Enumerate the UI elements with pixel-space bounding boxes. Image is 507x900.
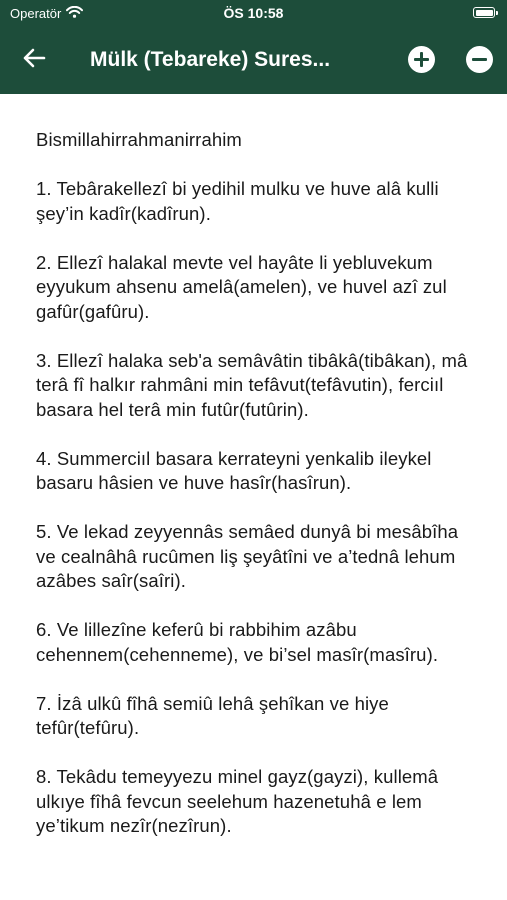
page-title: Mülk (Tebareke) Sures... bbox=[90, 48, 331, 71]
status-time: ÖS 10:58 bbox=[223, 5, 284, 21]
zoom-in-button[interactable] bbox=[408, 46, 435, 73]
verse-5: 5. Ve lekad zeyyennâs semâed dunyâ bi mesâbîha ve cealnâhâ rucûmen liş şeyâtîni ve a’tednâ lehum azâbes saîr(saîri). bbox=[36, 521, 459, 591]
verse-3: 3. Ellezî halaka seb'a semâvâtin tibâkâ(tibâkan), mâ terâ fî halkır rahmâni min tefâvut(tefâvutin), ferciıl basara hel terâ min futûr(futûrin). bbox=[36, 349, 468, 420]
nav-bar bbox=[0, 28, 507, 92]
verse-1: 1. Tebârakellezî bi yedihil mulku ve huve alâ kulli şey’in kadîr(kadîrun). bbox=[36, 178, 439, 224]
sura-text bbox=[36, 128, 481, 900]
verse-7: 7. İzâ ulkû fîhâ semiû lehâ şehîkan ve hiye tefûr(tefûru). bbox=[36, 692, 389, 738]
basmala: Bismillahirrahmanirrahim bbox=[36, 129, 242, 150]
back-button[interactable] bbox=[18, 44, 50, 76]
top-bar bbox=[0, 0, 507, 94]
verse-8: 8. Tekâdu temeyyezu minel gayz(gayzi), kullemâ ulkıye fîhâ fevcun seelehum hazenetuhâ e lem ye’tikum nezîr(nezîrun). bbox=[36, 766, 439, 836]
verse-6: 6. Ve lillezîne keferû bi rabbihim azâbu cehennem(cehenneme), ve bi’sel masîr(masîru). bbox=[36, 619, 439, 665]
zoom-out-button[interactable] bbox=[466, 46, 493, 73]
verse-4: 4. Summerciıl basara kerrateyni yenkalib ileykel basaru hâsien ve huve hasîr(hasîrun). bbox=[36, 447, 432, 493]
arrow-left-icon bbox=[22, 47, 46, 74]
status-bar bbox=[0, 0, 507, 28]
verse-2: 2. Ellezî halakal mevte vel hayâte li yebluvekum eyyukum ahsenu amelâ(amelen), ve huvel azî zul gafûr(gafûru). bbox=[36, 251, 447, 322]
battery-icon bbox=[473, 7, 495, 18]
carrier-label: Operatör bbox=[10, 6, 62, 21]
